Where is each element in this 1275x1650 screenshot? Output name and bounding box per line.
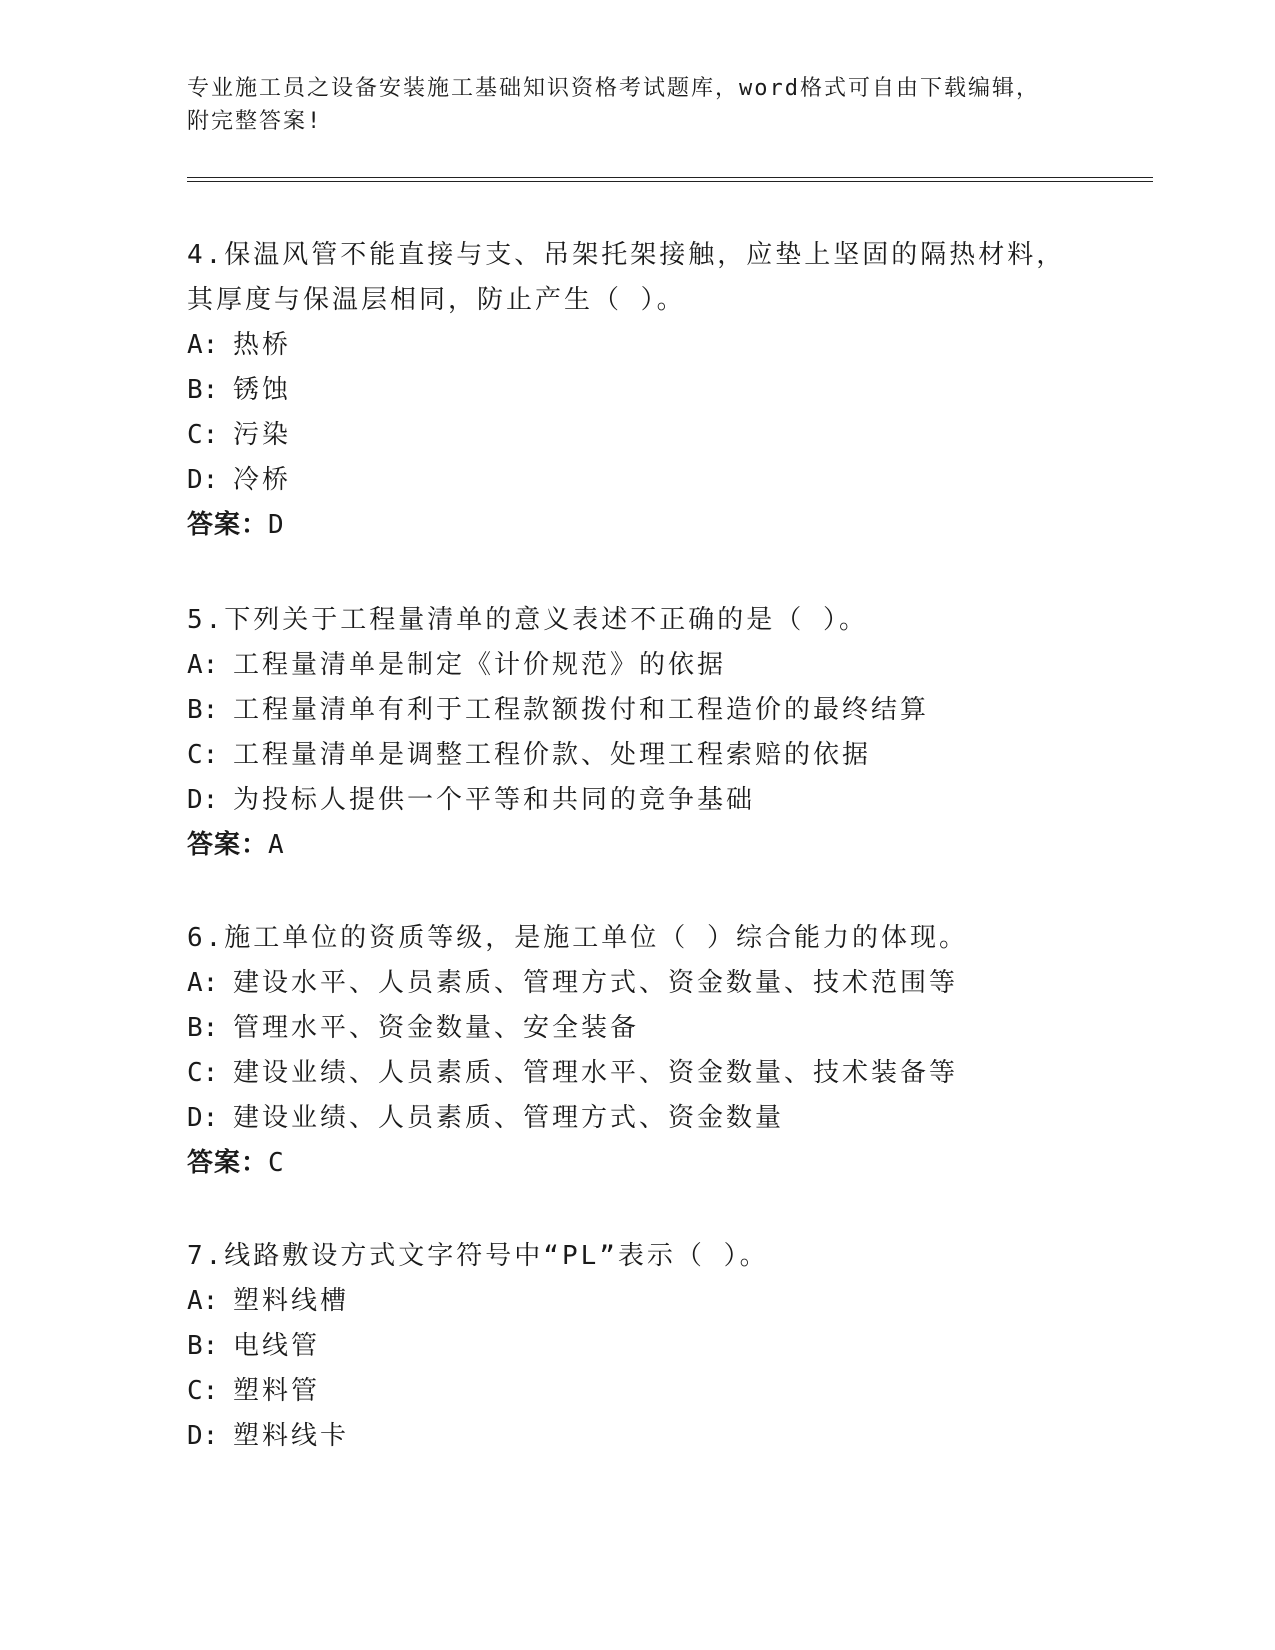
option-b — [187, 1324, 1153, 1369]
option-letter: A: — [187, 1286, 219, 1316]
option-letter: D: — [187, 1421, 219, 1451]
option-letter: A: — [187, 650, 219, 680]
option-a — [187, 961, 1153, 1006]
header-line-1: 专业施工员之设备安装施工基础知识资格考试题库，word格式可自由下载编辑， — [187, 76, 1040, 101]
option-text: 电线管 — [233, 1331, 321, 1361]
question-6 — [187, 916, 1153, 1186]
option-text: 锈蚀 — [233, 375, 292, 405]
question-stem-line: 其厚度与保温层相同，防止产生（ ）。 — [187, 285, 686, 315]
option-c — [187, 1051, 1153, 1096]
option-letter: B: — [187, 695, 219, 725]
option-c — [187, 1369, 1153, 1414]
option-letter: D: — [187, 785, 219, 815]
option-text: 建设业绩、人员素质、管理方式、资金数量 — [233, 1103, 785, 1133]
option-letter: C: — [187, 1058, 219, 1088]
option-text: 管理水平、资金数量、安全装备 — [233, 1013, 640, 1043]
answer-line — [187, 1141, 1153, 1186]
option-b — [187, 688, 1153, 733]
option-letter: D: — [187, 1103, 219, 1133]
header-divider-bottom — [187, 181, 1153, 182]
question-4 — [187, 233, 1153, 548]
option-text: 建设业绩、人员素质、管理水平、资金数量、技术装备等 — [233, 1058, 959, 1088]
option-b — [187, 1006, 1153, 1051]
answer-value: A — [268, 830, 285, 860]
option-text: 塑料线槽 — [233, 1286, 350, 1316]
option-text: 工程量清单有利于工程款额拨付和工程造价的最终结算 — [233, 695, 930, 725]
document-header — [187, 72, 1087, 138]
option-c — [187, 733, 1153, 778]
option-text: 塑料管 — [233, 1376, 321, 1406]
option-letter: A: — [187, 968, 219, 998]
header-line-2: 附完整答案! — [187, 109, 323, 134]
option-text: 建设水平、人员素质、管理方式、资金数量、技术范围等 — [233, 968, 959, 998]
option-d — [187, 458, 1153, 503]
option-letter: B: — [187, 375, 219, 405]
option-letter: B: — [187, 1013, 219, 1043]
question-stem-line: 5.下列关于工程量清单的意义表述不正确的是（ ）。 — [187, 605, 868, 635]
option-text: 热桥 — [233, 330, 292, 360]
option-letter: D: — [187, 465, 219, 495]
answer-label: 答案： — [187, 830, 269, 860]
option-a — [187, 323, 1153, 368]
option-text: 工程量清单是调整工程价款、处理工程索赔的依据 — [233, 740, 872, 770]
option-d — [187, 1414, 1153, 1459]
option-d — [187, 778, 1153, 823]
answer-value: C — [268, 1148, 285, 1178]
option-b — [187, 368, 1153, 413]
option-a — [187, 643, 1153, 688]
option-c — [187, 413, 1153, 458]
option-d — [187, 1096, 1153, 1141]
header-divider-top — [187, 177, 1153, 178]
answer-label: 答案： — [187, 510, 269, 540]
question-stem-line: 6.施工单位的资质等级，是施工单位（ ）综合能力的体现。 — [187, 923, 968, 953]
option-letter: B: — [187, 1331, 219, 1361]
option-text: 污染 — [233, 420, 292, 450]
option-text: 工程量清单是制定《计价规范》的依据 — [233, 650, 727, 680]
option-letter: C: — [187, 740, 219, 770]
question-5 — [187, 598, 1153, 868]
option-letter: A: — [187, 330, 219, 360]
option-text: 为投标人提供一个平等和共同的竞争基础 — [233, 785, 756, 815]
option-letter: C: — [187, 1376, 219, 1406]
answer-label: 答案： — [187, 1148, 269, 1178]
option-text: 冷桥 — [233, 465, 292, 495]
option-a — [187, 1279, 1153, 1324]
answer-value: D — [268, 510, 285, 540]
answer-line — [187, 503, 1153, 548]
option-text: 塑料线卡 — [233, 1421, 350, 1451]
answer-line — [187, 823, 1153, 868]
question-7 — [187, 1234, 1153, 1459]
question-stem-line: 7.线路敷设方式文字符号中“PL”表示（ ）。 — [187, 1241, 769, 1271]
question-stem-line: 4.保温风管不能直接与支、吊架托架接触，应垫上坚固的隔热材料， — [187, 240, 1066, 270]
option-letter: C: — [187, 420, 219, 450]
